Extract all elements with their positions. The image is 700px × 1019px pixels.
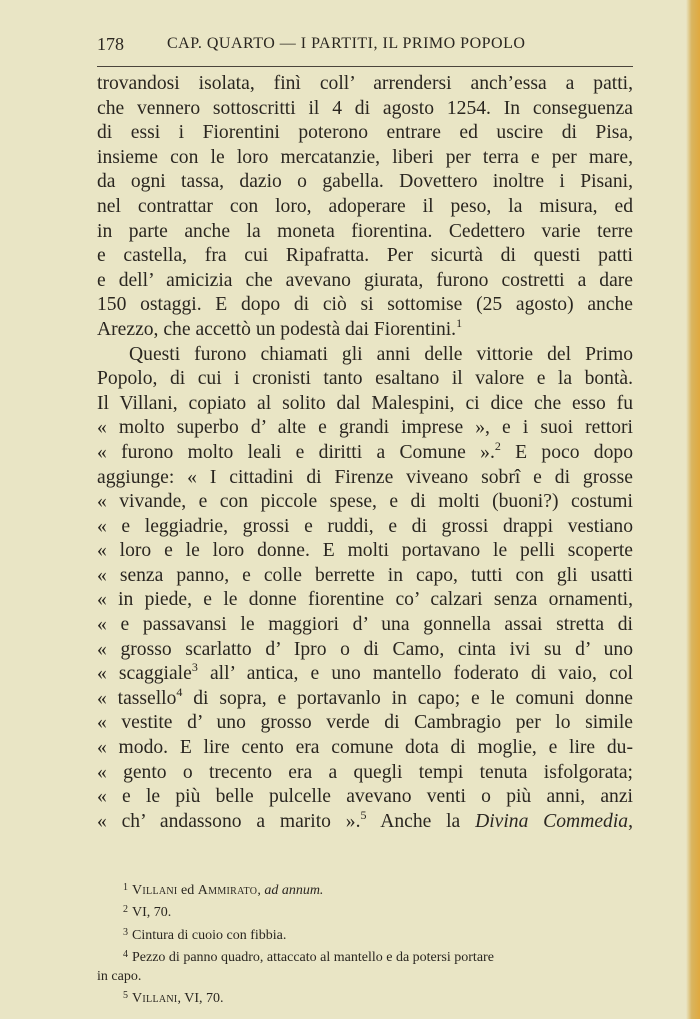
text-line: Il Villani, copiato al solito dal Malespini, ci dice che esso fu xyxy=(97,392,633,414)
footnote-text: Cintura di cuoio con fibbia. xyxy=(132,927,287,943)
text-line: Questi furono chiamati gli anni delle vittorie del Primo xyxy=(129,343,633,365)
text-line xyxy=(97,662,633,687)
text-line: « in piede, e le donne fiorentine co’ calzari senza ornamenti, xyxy=(97,589,633,611)
text-line: « vestite d’ uno grosso verde di Cambragio per lo simile xyxy=(97,712,633,734)
footnote-number: 5 xyxy=(123,990,128,1002)
footnote-text: VI, 70. xyxy=(132,905,172,921)
text-line: di essi i Fiorentini poterono entrare ed uscire di Pisa, xyxy=(97,122,633,144)
text-line: nel contrattar con loro, adoperare il peso, la misura, ed xyxy=(97,195,633,217)
text-line: « vivande, e con piccole spese, e di molti (buoni?) costumi xyxy=(97,491,633,513)
footnote-number: 4 xyxy=(123,948,128,960)
footnote-mark: 5 xyxy=(360,807,367,822)
text-segment: di sopra, e portavanlo in capo; e le comuni donne xyxy=(193,687,633,709)
text-line: « gento o trecento era a quegli tempi tenuta isfolgorata; xyxy=(97,761,633,783)
footnote-number: 3 xyxy=(123,926,128,938)
text-line: e dell’ amicizia che avevano giurata, furono costretti a dare xyxy=(97,269,633,291)
footnote-author: Ammirato xyxy=(197,883,258,898)
footnote-number: 2 xyxy=(123,904,128,916)
footnote-mark: 3 xyxy=(191,660,198,675)
footnote-4-continued: in capo. xyxy=(97,969,142,985)
text-line: « e passavansi le maggiori d’ una gonnella assai stretta di xyxy=(97,614,633,636)
text-segment: Arezzo, che accettò un podestà dai Fiorentini. xyxy=(97,318,457,340)
footnote-1: $^1$ Villani ed Ammirato, ad annum. xyxy=(123,882,324,898)
footnote-5: $^5$ Villani, VI, 70. xyxy=(123,990,224,1007)
page-number: 178 xyxy=(97,34,124,54)
text-line: « molto superbo d’ alte e grandi imprese », e i suoi rettori xyxy=(97,417,633,439)
footnote-ref: ad annum. xyxy=(264,883,324,898)
text-segment: « scaggiale xyxy=(97,663,192,685)
text-line: « modo. E lire cento era comune dota di moglie, e lire du- xyxy=(97,737,633,759)
text-segment: « tassello xyxy=(97,687,177,709)
text-line: e castella, fra cui Ripafratta. Per sicurtà di questi patti xyxy=(97,245,633,267)
text-line: « grosso scarlatto d’ Ipro o di Camo, cinta ivi su d’ uno xyxy=(97,638,633,660)
footnote-mark: 4 xyxy=(176,684,183,699)
footnote-author: Villani xyxy=(132,991,178,1007)
running-head: CAP. QUARTO — I PARTITI, IL PRIMO POPOLO xyxy=(167,35,526,52)
text-line: « e leggiadrie, grossi e ruddi, e di grossi drappi vestiano xyxy=(97,515,633,537)
text-line: aggiunge: « I cittadini di Firenze viveano sobrî e di grosse xyxy=(97,466,633,488)
text-line xyxy=(97,807,633,835)
text-segment: Anche la xyxy=(380,810,461,832)
text-line: Popolo, di cui i cronisti tanto esaltano il valore e la bontà. xyxy=(97,368,633,390)
footnote-2 xyxy=(97,900,633,922)
footnote-text: ed xyxy=(181,883,195,898)
text-line: insieme con le loro mercatanzie, liberi per terra e per mare, xyxy=(97,146,633,168)
footnote-mark: 2 xyxy=(494,438,501,453)
footnote-mark: 1 xyxy=(456,315,463,330)
footnote-number: 1 xyxy=(123,882,128,893)
text-line: 150 ostaggi. E dopo di ciò si sottomise (25 agosto) anche xyxy=(97,294,633,316)
text-line: « e le più belle pulcelle avevano venti o più anni, anzi xyxy=(97,786,633,808)
text-segment: E poco dopo xyxy=(515,441,633,463)
footnote-text: Pezzo di panno quadro, attaccato al mantello e da potersi portare xyxy=(132,949,494,965)
text-line: trovandosi isolata, finì coll’ arrendersi anch’essa a patti, xyxy=(97,73,633,94)
text-line: « senza panno, e colle berrette in capo, tutti con gli usatti xyxy=(97,564,633,586)
text-segment: , xyxy=(628,810,633,832)
text-segment: all’ antica, e uno mantello foderato di vaio, col xyxy=(209,663,634,685)
text-line xyxy=(97,684,633,712)
footnote-4 xyxy=(97,945,633,967)
text-line: in parte anche la moneta fiorentina. Cedettero varie terre xyxy=(97,220,633,242)
text-line: che vennero sottoscritti il 4 di agosto 1254. In conseguenza xyxy=(97,97,633,119)
footnote-author: Villani xyxy=(132,883,178,898)
footnotes xyxy=(97,878,633,1009)
text-line xyxy=(97,438,633,466)
header-rule xyxy=(97,66,633,67)
footnote-text: VI, 70. xyxy=(184,991,224,1007)
text-line xyxy=(97,315,633,343)
footnote-3 xyxy=(97,923,633,945)
text-line: da ogni tassa, dazio o gabella. Dovettero inoltre i Pisani, xyxy=(97,171,633,193)
body-text xyxy=(97,72,633,834)
text-line: « loro e le loro donne. E molti portavano le pelli scoperte xyxy=(97,540,633,562)
page-edge xyxy=(686,0,700,1019)
text-segment: « ch’ andassono a marito ». xyxy=(97,810,361,832)
text-segment: « furono molto leali e diritti a Comune ». xyxy=(97,441,495,463)
work-title: Divina Commedia xyxy=(475,810,629,832)
